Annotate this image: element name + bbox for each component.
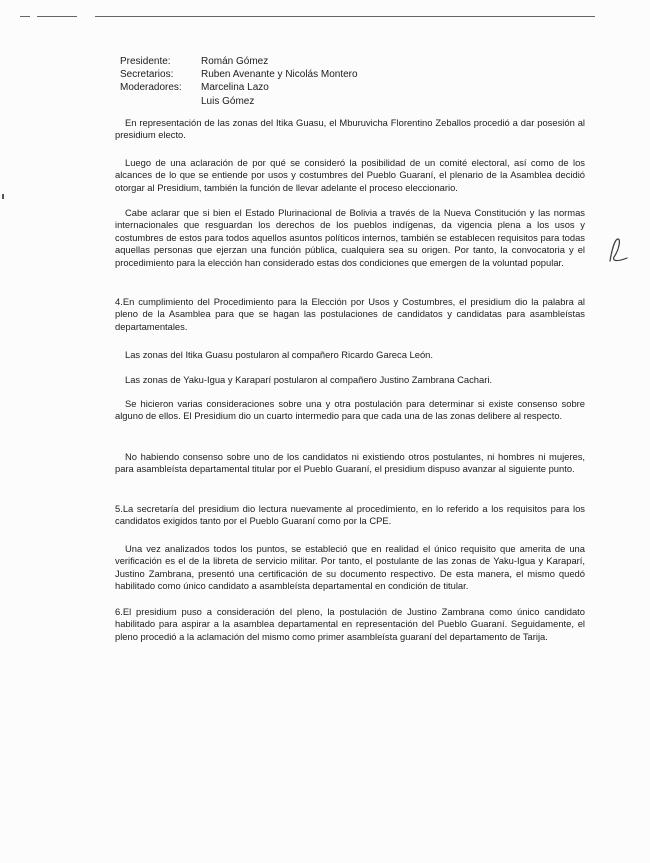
secretarios-label: Secretarios:: [120, 69, 174, 81]
paragraph-comite-electoral: Luego de una aclaración de por qué se consideró la posibilidad de un comité electoral, así como de los alcances de lo que se entiende por usos y costumbres del Pueblo Guaraní, el plenario de la Asamblea decidió otorgar al Presidium, también la función de llevar adelante el proceso eleccionario.: [115, 157, 585, 193]
secretarios-row: [120, 68, 358, 81]
presidente-label: Presidente:: [120, 56, 171, 67]
session-officials-block: [120, 55, 358, 108]
moderadores-row: [120, 81, 358, 94]
margin-mark: [2, 194, 4, 199]
moderadores-value-2: Luis Gómez: [201, 95, 255, 107]
paragraph-point-6: 6.El presidium puso a consideración del pleno, la postulación de Justino Zambrana como único candidato habilitado para aspirar a la asamblea departamental en representación del Pueblo Guaraní. Seguidamente, el pleno procedió a la aclamación del mismo como primer asambleísta guaraní del departamento de Tarija.: [115, 606, 585, 642]
paragraph-point-4: 4.En cumplimiento del Procedimiento para la Elección por Usos y Costumbres, el presidium dio la palabra al pleno de la Asamblea para que se hagan las postulaciones de candidatos y candidatas para asambleístas departamentales.: [115, 296, 585, 332]
handwritten-initial-mark: [605, 235, 633, 265]
paragraph-posesion: En representación de las zonas del Itika Guasu, el Mburuvicha Florentino Zeballos procedió a dar posesión al presidium electo.: [115, 117, 585, 141]
moderadores-label: Moderadores:: [120, 82, 182, 94]
secretarios-value: Ruben Avenante y Nicolás Montero: [201, 69, 358, 81]
paragraph-consideraciones: Se hicieron varias consideraciones sobre una y otra postulación para determinar si existe consenso sobre alguno de ellos. El Presidium dio un cuarto intermedio para que cada una de las zonas delibere al respecto.: [115, 398, 585, 422]
presidente-row: [120, 55, 358, 68]
paragraph-constitucion: Cabe aclarar que si bien el Estado Plurinacional de Bolivia a través de la Nueva Constitución y las normas internacionales que resguardan los derechos de los pueblos indígenas, da vigencia plena a los usos y costumbres de estos para todos aquellos asuntos políticos internos, también se establecen requisitos para todas aquellas personas que ejerzan una función pública, cualquiera sea su origen. Por tanto, la convocatoria y el procedimiento para la elección han considerado estas dos condiciones que emergen de la voluntad popular.: [115, 207, 585, 268]
paragraph-point-5: 5.La secretaría del presidium dio lectura nuevamente al procedimiento, en lo referido a los requisitos para los candidatos exigidos tanto por el Pueblo Guaraní como por la CPE.: [115, 503, 585, 527]
top-rule-segment: [37, 16, 77, 17]
paragraph-itika-guasu-postulation: Las zonas del Itika Guasu postularon al compañero Ricardo Gareca León.: [125, 349, 433, 360]
paragraph-yaku-igua-postulation: Las zonas de Yaku-Igua y Karaparí postularon al compañero Justino Zambrana Cachari.: [125, 374, 493, 385]
paragraph-no-consenso: No habiendo consenso sobre uno de los candidatos ni existiendo otros postulantes, ni hombres ni mujeres, para asambleísta departamental titular por el Pueblo Guaraní, el presidium dispuso avanzar al siguiente punto.: [115, 451, 585, 475]
presidente-value: Román Gómez: [201, 56, 269, 67]
paragraph-requisitos: Una vez analizados todos los puntos, se estableció que en realidad el único requisito que amerita de una verificación es el de la libreta de servicio militar. Por tanto, el postulante de las zonas de Yaku-Igua y Karaparí, Justino Zambrana, presentó una certificación de su documento respectivo. De esta manera, el mismo quedó habilitado como único candidato a asambleísta departamental en condición de titular.: [115, 543, 585, 592]
top-rule-segment: [20, 16, 30, 17]
moderadores-value-1: Marcelina Lazo: [201, 82, 269, 94]
top-rule-segment: [95, 16, 595, 17]
